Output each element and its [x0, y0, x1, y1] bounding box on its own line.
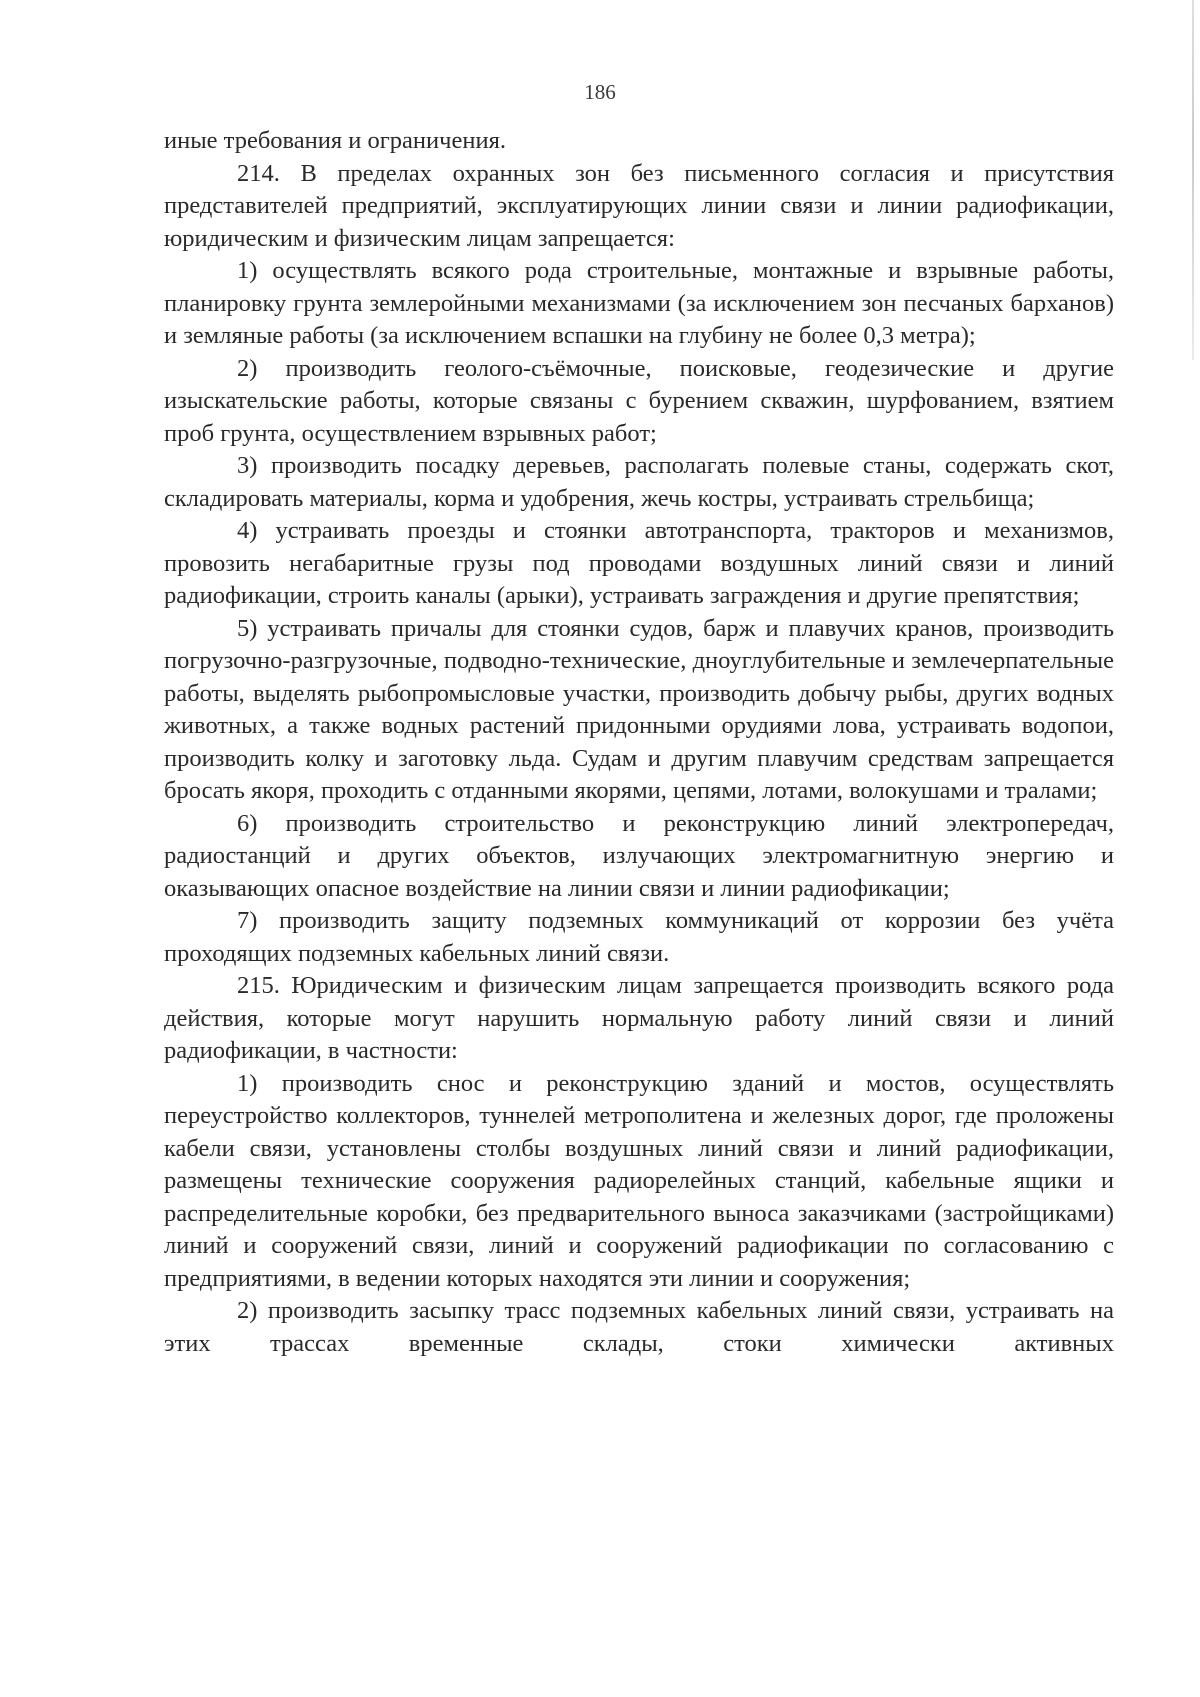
paragraph-item-214-5: 5) устраивать причалы для стоянки судов, барж и плавучих кранов, производить погрузочно-разгрузочные, подводно-технические, дноуглубительные и землечерпательные работы, выделять рыбопромысловые участки, производить добычу рыбы, других водных животных, а также водных растений придонными орудиями лова, устраивать водопои, производить колку и заготовку льда. Судам и другим плавучим средствам запрещается бросать якоря, проходить с отданными якорями, цепями, лотами, волокушами и тралами;	[164, 614, 1114, 804]
paragraph-item-214-1: 1) осуществлять всякого рода строительные, монтажные и взрывные работы, планировку грунта землеройными механизмами (за исключением зон песчаных барханов) и земляные работы (за исключением вспашки на глубину не более 0,3 метра);	[164, 257, 1114, 349]
paragraph-item-214-2: 2) производить геолого-съёмочные, поисковые, геодезические и другие изыскательские работы, которые связаны с бурением скважин, шурфованием, взятием проб грунта, осуществлением взрывных работ;	[164, 354, 1114, 447]
scan-edge-shadow	[1192, 0, 1194, 360]
paragraph-clause-214: 214. В пределах охранных зон без письменного согласия и присутствия представителей предприятий, эксплуатирующих линии связи и линии радиофикации, юридическим и физическим лицам запрещается:	[164, 159, 1114, 252]
paragraph-item-214-6: 6) производить строительство и реконструкцию линий электропередач, радиостанций и других объектов, излучающих электромагнитную энергию и оказывающих опасное воздействие на линии связи и линии радиофикации;	[164, 809, 1114, 902]
page-number: 186	[584, 80, 616, 104]
paragraph-item-214-3: 3) производить посадку деревьев, располагать полевые станы, содержать скот, складировать материалы, корма и удобрения, жечь костры, устраивать стрельбища;	[164, 452, 1114, 512]
paragraph-item-214-7: 7) производить защиту подземных коммуникаций от коррозии без учёта проходящих подземных кабельных линий связи.	[164, 907, 1114, 967]
paragraph-item-215-2: 2) производить засыпку трасс подземных кабельных линий связи, устраивать на этих трассах временные склады, стоки химически активных	[164, 1297, 1114, 1357]
paragraph-item-214-4: 4) устраивать проезды и стоянки автотранспорта, тракторов и механизмов, провозить негабаритные грузы под проводами воздушных линий связи и линий радиофикации, строить каналы (арыки), устраивать заграждения и другие препятствия;	[164, 517, 1114, 609]
document-body	[164, 125, 1114, 1360]
paragraph-continuation: иные требования и ограничения.	[164, 127, 506, 154]
paragraph-clause-215: 215. Юридическим и физическим лицам запрещается производить всякого рода действия, которые могут нарушить нормальную работу линий связи и линий радиофикации, в частности:	[164, 972, 1114, 1064]
paragraph-item-215-1: 1) производить снос и реконструкцию зданий и мостов, осуществлять переустройство коллекторов, туннелей метрополитена и железных дорог, где проложены кабели связи, установлены столбы воздушных линий связи и линий радиофикации, размещены технические сооружения радиорелейных станций, кабельные ящики и распределительные коробки, без предварительного выноса заказчиками (застройщиками) линий и сооружений связи, линий и сооружений радиофикации по согласованию с предприятиями, в ведении которых находятся эти линии и сооружения;	[164, 1069, 1114, 1292]
